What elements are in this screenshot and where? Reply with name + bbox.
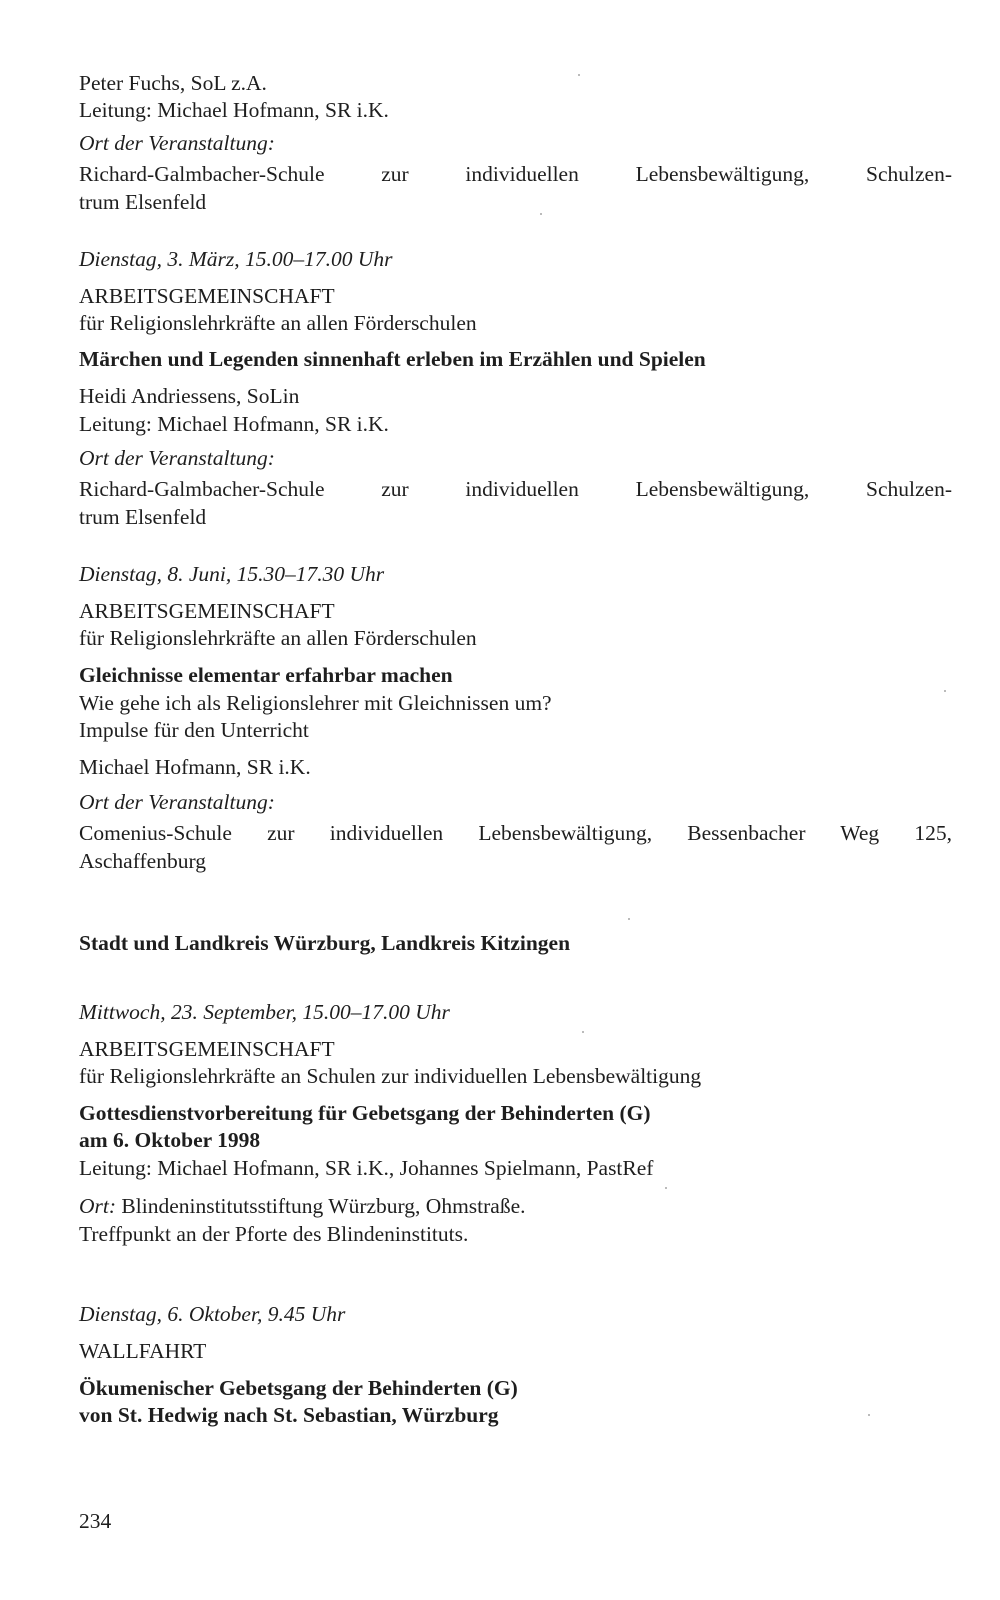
event4-title-line2: von St. Hedwig nach St. Sebastian, Würzburg (79, 1403, 499, 1427)
event4-title-line1: Ökumenischer Gebetsgang der Behinderten (G) (79, 1376, 518, 1400)
section-heading: Stadt und Landkreis Würzburg, Landkreis Kitzingen (79, 931, 571, 955)
event1-venue-line1: Richard-Galmbacher-Schule zur individuellen Lebensbewältigung, Schulzen- (79, 477, 952, 501)
scan-speck (540, 213, 542, 215)
event1-type: ARBEITSGEMEINSCHAFT (79, 284, 335, 308)
event3-venue (79, 1193, 526, 1219)
event2-subtitle1: Wie gehe ich als Religionslehrer mit Gleichnissen um? (79, 691, 552, 715)
event1-venue-line2: trum Elsenfeld (79, 505, 207, 529)
event2-date: Dienstag, 8. Juni, 15.30–17.30 Uhr (79, 562, 385, 586)
top-venue-label: Ort der Veranstaltung: (79, 131, 275, 155)
scan-speck (578, 74, 580, 76)
top-venue-line2: trum Elsenfeld (79, 190, 207, 214)
event3-date: Mittwoch, 23. September, 15.00–17.00 Uhr (79, 1000, 450, 1024)
event2-audience: für Religionslehrkräfte an allen Förderschulen (79, 626, 477, 650)
event3-type: ARBEITSGEMEINSCHAFT (79, 1037, 335, 1061)
event3-venue-line1: Blindeninstitutsstiftung Würzburg, Ohmstraße. (116, 1194, 526, 1218)
event2-venue-label: Ort der Veranstaltung: (79, 790, 275, 814)
event3-venue-label: Ort: (79, 1194, 117, 1218)
event1-venue-label: Ort der Veranstaltung: (79, 446, 275, 470)
scan-speck (944, 690, 946, 692)
scan-speck (665, 1187, 667, 1189)
event1-title: Märchen und Legenden sinnenhaft erleben im Erzählen und Spielen (79, 347, 706, 371)
top-speaker: Peter Fuchs, SoL z.A. (79, 71, 267, 95)
top-leader: Leitung: Michael Hofmann, SR i.K. (79, 98, 389, 122)
event3-title-line2: am 6. Oktober 1998 (79, 1128, 261, 1152)
event1-audience: für Religionslehrkräfte an allen Förderschulen (79, 311, 477, 335)
event1-leader: Leitung: Michael Hofmann, SR i.K. (79, 412, 389, 436)
event2-venue-line2: Aschaffenburg (79, 849, 206, 873)
page-number: 234 (79, 1509, 112, 1533)
scan-speck (628, 918, 630, 920)
top-venue-line1: Richard-Galmbacher-Schule zur individuellen Lebensbewältigung, Schulzen- (79, 162, 952, 186)
event2-speaker: Michael Hofmann, SR i.K. (79, 755, 311, 779)
event1-speaker: Heidi Andriessens, SoLin (79, 384, 300, 408)
event2-type: ARBEITSGEMEINSCHAFT (79, 599, 335, 623)
event3-leader: Leitung: Michael Hofmann, SR i.K., Johannes Spielmann, PastRef (79, 1156, 654, 1180)
event2-title: Gleichnisse elementar erfahrbar machen (79, 663, 453, 687)
event2-subtitle2: Impulse für den Unterricht (79, 718, 309, 742)
event4-date: Dienstag, 6. Oktober, 9.45 Uhr (79, 1302, 346, 1326)
event3-title-line1: Gottesdienstvorbereitung für Gebetsgang der Behinderten (G) (79, 1101, 651, 1125)
event2-venue-line1: Comenius-Schule zur individuellen Lebensbewältigung, Bessenbacher Weg 125, (79, 821, 952, 845)
scan-speck (582, 1031, 584, 1033)
event3-venue-line2: Treffpunkt an der Pforte des Blindeninstituts. (79, 1222, 469, 1246)
event3-audience: für Religionslehrkräfte an Schulen zur individuellen Lebensbewältigung (79, 1064, 702, 1088)
event4-type: WALLFAHRT (79, 1339, 207, 1363)
scan-speck (868, 1414, 870, 1416)
event1-date: Dienstag, 3. März, 15.00–17.00 Uhr (79, 247, 393, 271)
